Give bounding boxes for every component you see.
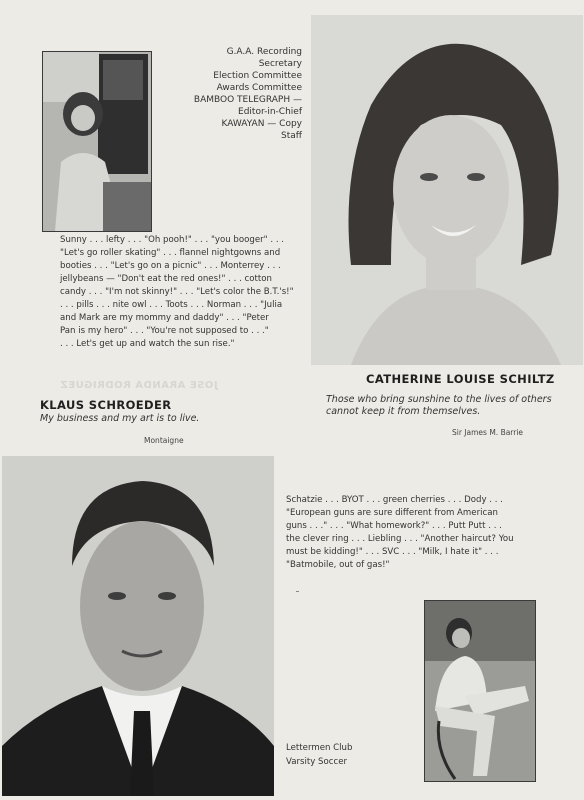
activity-line: Varsity Soccer <box>286 757 348 767</box>
activity-line: BAMBOO TELEGRAPH — <box>193 95 302 105</box>
bio-line: the clever ring . . . Liebling . . . "Another haircut? You <box>286 534 514 544</box>
portrait-catherine-image <box>311 15 583 365</box>
bio-line: candy . . . "I'm not skinny!" . . . "Let's color the B.T.'s!" <box>60 287 294 297</box>
bio-line: Schatzie . . . BYOT . . . green cherries . . . Dody . . . <box>286 495 503 505</box>
activity-line: Election Committee <box>213 71 302 81</box>
activity-line: KAWAYAN — Copy <box>221 119 302 129</box>
portrait-klaus <box>2 456 274 796</box>
candid-photo-catherine-image <box>43 52 151 231</box>
bio-line: Sunny . . . lefty . . . "Oh pooh!" . . . "you booger" . . . <box>60 235 285 245</box>
bio-line: "Let's go roller skating" . . . flannel nightgowns and <box>60 248 281 258</box>
portrait-catherine <box>311 15 583 365</box>
bio-line: . . . Let's get up and watch the sun rise." <box>60 339 235 349</box>
scan-mark <box>296 591 299 592</box>
quote-line: Those who bring sunshine to the lives of others <box>326 394 552 405</box>
portrait-klaus-image <box>2 456 274 796</box>
activity-line: Staff <box>281 131 302 141</box>
bio-catherine <box>60 234 310 351</box>
name-klaus: KLAUS SCHROEDER <box>40 398 172 412</box>
activities-catherine <box>150 46 302 142</box>
bio-line: and Mark are my mommy and daddy" . . . "Peter <box>60 313 269 323</box>
bio-line: must be kidding!" . . . SVC . . . "Milk, I hate it" . . . <box>286 547 499 557</box>
bio-klaus <box>286 494 566 572</box>
activities-klaus <box>286 741 352 769</box>
bio-line: . . . pills . . . nite owl . . . Toots . . . Norman . . . "Julia <box>60 300 283 310</box>
bio-line: booties . . . "Let's go on a picnic" . . . Monterrey . . . <box>60 261 281 271</box>
candid-photo-catherine <box>42 51 152 232</box>
activity-line: Secretary <box>258 59 302 69</box>
candid-photo-klaus-image <box>425 601 535 781</box>
name-catherine: CATHERINE LOUISE SCHILTZ <box>366 372 555 386</box>
activity-line: G.A.A. Recording <box>226 47 302 57</box>
candid-photo-klaus <box>424 600 536 782</box>
attribution-klaus: Montaigne <box>144 436 184 445</box>
activity-line: Editor-in-Chief <box>238 107 302 117</box>
quote-catherine <box>326 394 576 418</box>
bleed-through-text: JOSE ARANDA RODRIGUEZ <box>60 380 218 391</box>
bio-line: "Batmobile, out of gas!" <box>286 560 390 570</box>
bio-line: guns . . ." . . . "What homework?" . . . Putt Putt . . . <box>286 521 502 531</box>
quote-line: cannot keep it from themselves. <box>326 406 481 417</box>
attribution-catherine: Sir James M. Barrie <box>452 428 524 437</box>
bio-line: Pan is my hero" . . . "You're not supposed to . . ." <box>60 326 269 336</box>
activity-line: Lettermen Club <box>286 743 353 753</box>
bio-line: jellybeans — "Don't eat the red ones!" . . . cotton <box>60 274 272 284</box>
activity-line: Awards Committee <box>216 83 302 93</box>
quote-klaus: My business and my art is to live. <box>40 413 200 424</box>
bio-line: "European guns are sure different from American <box>286 508 498 518</box>
